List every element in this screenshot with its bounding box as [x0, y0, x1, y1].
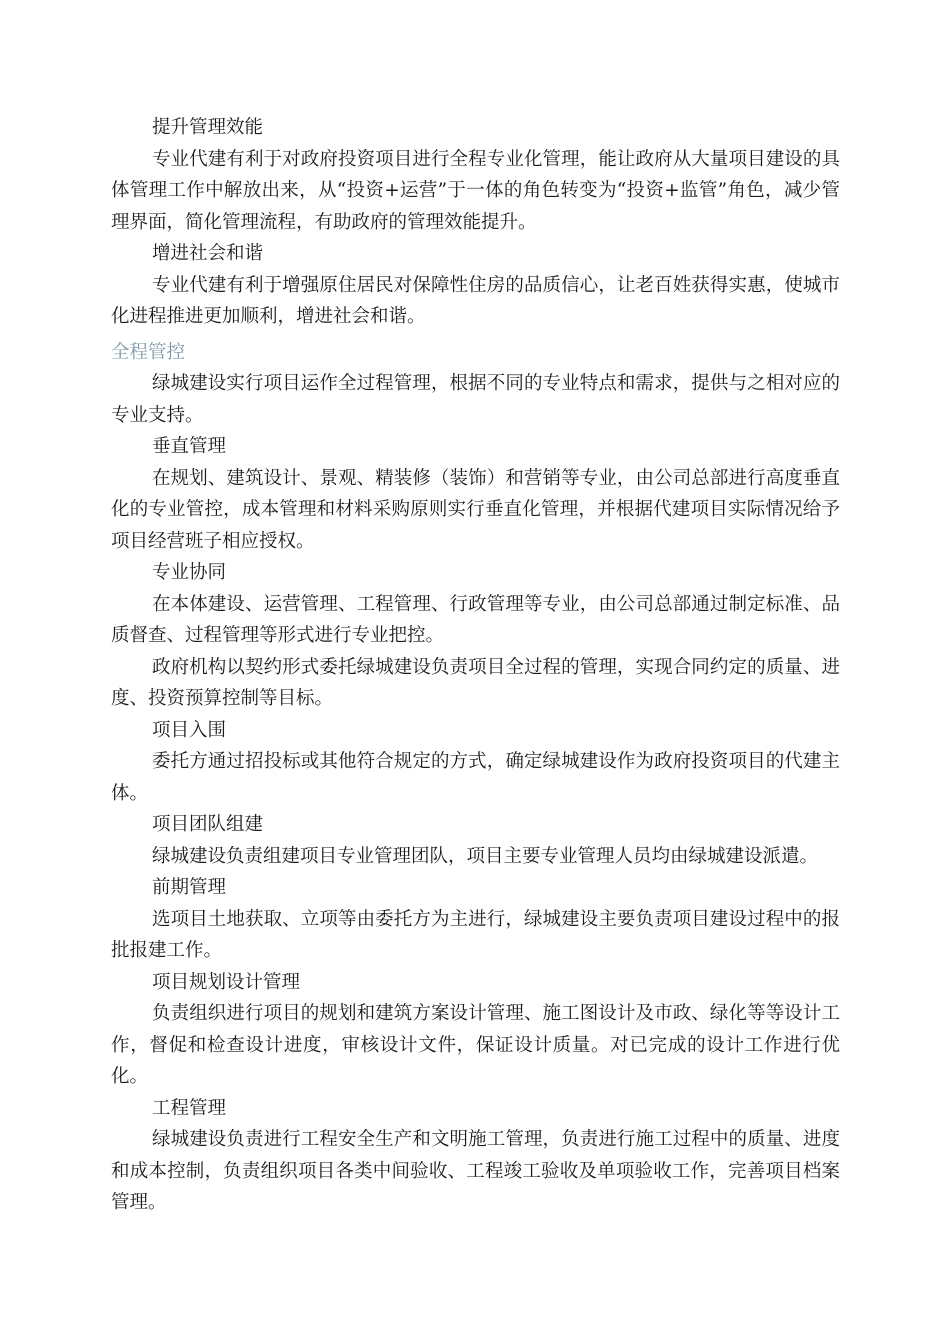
document-page [111, 112, 840, 1219]
subheading-project-shortlist: 项目入围 [152, 719, 227, 741]
subheading-design-management: 项目规划设计管理 [152, 971, 301, 993]
paragraph-design-management: 负责组织进行项目的规划和建筑方案设计管理、施工图设计及市政、绿化等等设计工作，督促和检查设计进度，审核设计文件，保证设计质量。对已完成的设计工作进行优化。 [111, 1003, 840, 1087]
paragraph-project-shortlist: 委托方通过招投标或其他符合规定的方式，确定绿城建设作为政府投资项目的代建主体。 [111, 751, 840, 804]
subheading-vertical-management: 垂直管理 [152, 436, 227, 457]
paragraph-engineering-management: 绿城建设负责进行工程安全生产和文明施工管理，负责进行施工过程中的质量、进度和成本控制，负责组织项目各类中间验收、工程竣工验收及单项验收工作，完善项目档案管理。 [111, 1129, 840, 1213]
paragraph-professional-collaboration: 在本体建设、运营管理、工程管理、行政管理等专业，由公司总部通过制定标准、品质督查、过程管理等形式进行专业把控。 [111, 593, 840, 646]
subheading-preliminary-management: 前期管理 [152, 877, 227, 898]
paragraph-efficiency: 专业代建有利于对政府投资项目进行全程专业化管理，能让政府从大量项目建设的具体管理工作中解放出来，从“投资+运营”于一体的角色转变为“投资+监管”角色，减少管理界面，简化管理流程，有助政府的管理效能提升。 [111, 148, 840, 233]
paragraph-preliminary-management: 选项目土地获取、立项等由委托方为主进行，绿城建设主要负责项目建设过程中的报批报建工作。 [111, 908, 840, 961]
subheading-engineering-management: 工程管理 [152, 1097, 227, 1119]
subheading-efficiency: 提升管理效能 [152, 117, 264, 138]
paragraph-team-formation: 绿城建设负责组建项目专业管理团队，项目主要专业管理人员均由绿城建设派遣。 [152, 845, 819, 867]
section-title-full-control: 全程管控 [111, 341, 186, 363]
paragraph-full-process: 绿城建设实行项目运作全过程管理，根据不同的专业特点和需求，提供与之相对应的专业支持。 [111, 373, 840, 426]
paragraph-government-contract: 政府机构以契约形式委托绿城建设负责项目全过程的管理，实现合同约定的质量、进度、投资预算控制等目标。 [111, 656, 840, 709]
paragraph-vertical-management: 在规划、建筑设计、景观、精装修（装饰）和营销等专业，由公司总部进行高度垂直化的专业管控，成本管理和材料采购原则实行垂直化管理，并根据代建项目实际情况给予项目经营班子相应授权。 [111, 467, 840, 552]
subheading-harmony: 增进社会和谐 [152, 243, 264, 264]
subheading-professional-collaboration: 专业协同 [152, 562, 227, 583]
subheading-team-formation: 项目团队组建 [152, 814, 264, 835]
paragraph-harmony: 专业代建有利于增强原住居民对保障性住房的品质信心，让老百姓获得实惠，使城市化进程推进更加顺利，增进社会和谐。 [111, 274, 840, 327]
